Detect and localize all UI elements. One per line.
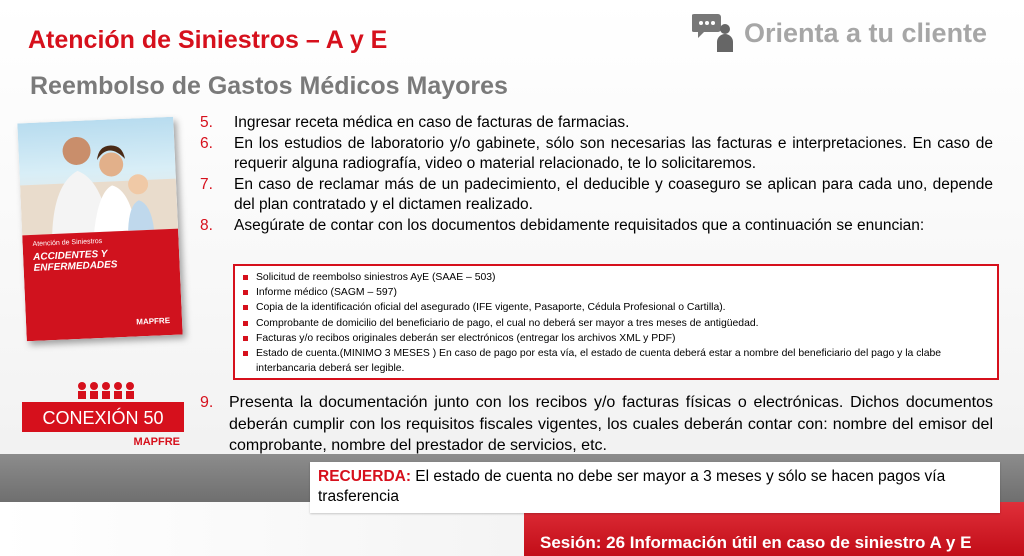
logo-text: CONEXIÓN 50 xyxy=(42,408,164,428)
brochure-image xyxy=(17,117,182,342)
page-subtitle: Reembolso de Gastos Médicos Mayores xyxy=(30,72,508,100)
steps-list-2 xyxy=(200,392,993,457)
list-item xyxy=(200,175,993,216)
list-item xyxy=(200,392,993,457)
requirement-item xyxy=(243,300,989,315)
brochure-cover xyxy=(22,229,182,342)
brochure-brand: MAPFRE xyxy=(136,316,171,327)
reminder-label: RECUERDA: xyxy=(318,468,411,485)
logo-brand: MAPFRE xyxy=(133,436,180,448)
family-photo xyxy=(17,117,178,236)
brochure-line2: ACCIDENTES Y xyxy=(32,248,108,263)
step-text: Presenta la documentación junto con los recibos y/o facturas físicas o electrónicas. Dichos documentos deberán cumplir con los requisitos fiscales vigentes, los cuales deberán contar con: nombre del emisor del comprobante, nombre del prestador de servicios, etc. xyxy=(229,394,993,454)
steps-list xyxy=(200,113,993,236)
requirement-item xyxy=(243,346,989,376)
requirement-item xyxy=(243,285,989,300)
requirement-text: Estado de cuenta.(MINIMO 3 MESES ) En caso de pago por esta vía, el estado de cuenta deberá estar a nombre del beneficiario del pago y la clabe interbancaria deberá ser legible. xyxy=(256,348,942,375)
step-text: En los estudios de laboratorio y/o gabinete, sólo son necesarias las facturas e interpretaciones. En caso de requerir alguna radiografía, video o material relacionado, te lo solicitaremos. xyxy=(234,134,993,172)
requirement-item xyxy=(243,270,989,285)
step-text: En caso de reclamar más de un padecimiento, el deducible y coaseguro se aplican para cada uno, depende del plan contratado y el dictamen realizado. xyxy=(234,175,993,213)
chat-person-icon xyxy=(692,10,736,54)
step-number: 7. xyxy=(200,175,213,193)
step-text: Ingresar receta médica en caso de facturas de farmacias. xyxy=(234,114,630,131)
brochure-line3: ENFERMEDADES xyxy=(33,259,118,274)
bullet-icon xyxy=(243,336,248,341)
requirements-box xyxy=(233,264,999,380)
conexion-50-logo xyxy=(22,380,184,448)
requirement-text: Facturas y/o recibos originales deberán ser electrónicos (entregar los archivos XML y PDF) xyxy=(256,332,676,344)
step-text: Asegúrate de contar con los documentos debidamente requisitados que a continuación se enuncian: xyxy=(234,216,925,234)
step-number: 8. xyxy=(200,216,213,234)
step-number: 6. xyxy=(200,134,213,152)
bullet-icon xyxy=(243,321,248,326)
session-footer: Sesión: 26 Información útil en caso de siniestro A y E xyxy=(540,533,972,552)
requirement-text: Solicitud de reembolso siniestros AyE (SAAE – 503) xyxy=(256,272,496,283)
requirement-item xyxy=(243,316,989,331)
requirement-item xyxy=(243,331,989,346)
bullet-icon xyxy=(243,290,248,295)
reminder-text: El estado de cuenta no debe ser mayor a 3 meses y sólo se hacen pagos vía trasferencia xyxy=(318,468,946,505)
list-item xyxy=(200,113,993,134)
requirement-text: Comprobante de domicilio del beneficiario de pago, el cual no deberá ser mayor a tres meses de antigüedad. xyxy=(256,317,759,329)
orienta-label: Orienta a tu cliente xyxy=(744,18,988,48)
bullet-icon xyxy=(243,275,248,280)
reminder-box xyxy=(310,462,1000,513)
people-group-icon xyxy=(78,382,134,399)
brochure-line1: Atención de Siniestros xyxy=(32,237,103,248)
bullet-icon xyxy=(243,351,248,356)
page-title: Atención de Siniestros – A y E xyxy=(28,26,388,54)
list-item xyxy=(200,216,993,237)
step-number: 5. xyxy=(200,114,213,131)
requirement-text: Copia de la identificación oficial del asegurado (IFE vigente, Pasaporte, Cédula Profesional o Cartilla). xyxy=(256,302,726,314)
list-item xyxy=(200,134,993,175)
orienta-badge xyxy=(692,10,1012,56)
bullet-icon xyxy=(243,305,248,310)
step-number: 9. xyxy=(200,394,214,411)
requirement-text: Informe médico (SAGM – 597) xyxy=(256,287,397,299)
